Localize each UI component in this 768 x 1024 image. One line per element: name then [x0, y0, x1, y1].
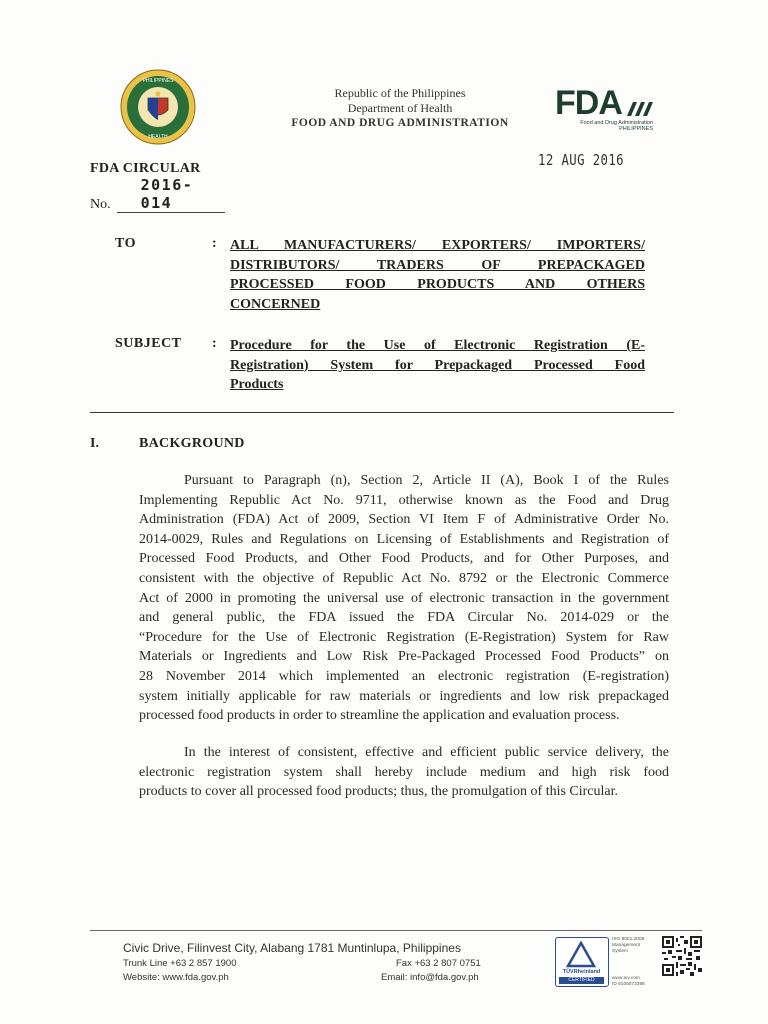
paragraph-line: Administration (FDA) Act of 2009, Section VI Item F of Administrative Order No.: [139, 512, 669, 528]
subject-line: Products: [230, 377, 284, 392]
tuv-label: TÜVRheinland: [562, 969, 601, 975]
footer-email: Email: info@fda.gov.ph: [381, 972, 479, 983]
paragraph-line: Materials or Ingredients and Low Risk Pre-Packaged Processed Food Products” on: [139, 649, 669, 665]
tuv-web-text: [612, 976, 645, 987]
tuv-certification-badge: [555, 937, 609, 987]
to-colon: :: [212, 236, 217, 251]
footer-address: Civic Drive, Filinvest City, Alabang 1781 Muntinlupa, Philippines: [123, 941, 461, 955]
paragraph-line: and general public, the FDA issued the FDA Circular No. 2014-029 or the: [139, 610, 669, 626]
circular-title: FDA CIRCULAR: [90, 161, 201, 176]
paragraph-line: 2014-0029, Rules and Regulations on Licensing of Establishments and Registration of: [139, 531, 669, 547]
paragraph-line: products to cover all processed food products; thus, the promulgation of this Circular.: [139, 784, 619, 800]
circular-number-row: [90, 176, 225, 213]
iso-certification-text: [612, 937, 644, 955]
section-title: BACKGROUND: [139, 436, 245, 451]
subject-line: Procedure for the Use of Electronic Registration (E-: [230, 338, 645, 353]
paragraph-line: system initially applicable for raw materials or ingredients and low risk prepackaged: [139, 688, 669, 704]
tuv-triangle-icon: [556, 940, 607, 970]
header-country: Republic of the Philippines: [334, 86, 466, 100]
letterhead: [230, 86, 570, 131]
circular-no-label: No.: [90, 197, 111, 212]
tuv-id: ID 9105073398: [612, 981, 645, 987]
to-line: PROCESSED FOOD PRODUCTS AND OTHERS: [230, 277, 645, 292]
iso-line: System: [612, 949, 628, 954]
paragraph-line: Implementing Republic Act No. 9711, otherwise known as the Food and Drug: [139, 492, 669, 508]
section-number: I.: [90, 436, 99, 451]
footer-fax: Fax +63 2 807 0751: [396, 958, 481, 969]
date-stamp: 12 AUG 2016: [538, 151, 624, 169]
svg-text:PHILIPPINES: PHILIPPINES: [142, 78, 174, 84]
paragraph-line: electronic registration system shall hereby include medium and high risk food: [139, 764, 669, 780]
doh-seal-icon: [114, 68, 202, 146]
paragraph-line: 28 November 2014 which implemented an electronic registration (E-registration): [139, 668, 669, 684]
iso-line: Management: [612, 943, 640, 948]
background-paragraph-1: [139, 471, 669, 726]
svg-text:HEALTH: HEALTH: [148, 134, 168, 140]
to-line: CONCERNED: [230, 296, 321, 312]
header-agency: FOOD AND DRUG ADMINISTRATION: [291, 117, 509, 129]
paragraph-line: Pursuant to Paragraph (n), Section 2, Article II (A), Book I of the Rules: [184, 473, 669, 488]
fda-logo-tagline: [555, 120, 653, 132]
paragraph-line: Act of 2000 in promoting the universal use of electronic transaction in the government: [139, 590, 669, 606]
tuv-certified: CERTIFIED: [559, 977, 604, 984]
background-paragraph-2: [139, 743, 669, 802]
paragraph-line: In the interest of consistent, effective and efficient public service delivery, the: [184, 745, 669, 760]
header-department: Department of Health: [347, 101, 453, 115]
subject-label: SUBJECT: [115, 336, 182, 351]
tuv-web: www.tuv.com: [612, 976, 640, 981]
to-line: DISTRIBUTORS/ TRADERS OF PREPACKAGED: [230, 257, 645, 273]
circular-number: 2016-014: [117, 176, 225, 213]
footer-divider: [90, 930, 702, 931]
paragraph-line: Processed Food Products, and Other Food Products, and for Other Purposes, and: [139, 551, 669, 567]
paragraph-line: processed food products in order to streamline the application and evaluation process.: [139, 708, 620, 724]
fda-logo-bars-icon: [625, 98, 655, 116]
footer-website: Website: www.fda.gov.ph: [123, 972, 229, 983]
to-label: TO: [115, 236, 136, 251]
footer-trunk-line: Trunk Line +63 2 857 1900: [123, 958, 237, 969]
to-addressees: [230, 236, 645, 314]
subject-colon: :: [212, 336, 217, 351]
subject-text: [230, 336, 645, 395]
fda-logo-tagline-1: Food and Drug Administration: [580, 120, 653, 126]
qr-code-icon: [662, 936, 702, 976]
iso-line: ISO 9001:2008: [612, 937, 645, 942]
fda-logo-tagline-2: PHILIPPINES: [619, 126, 653, 132]
subject-line: Registration) System for Prepackaged Processed Food: [230, 357, 645, 373]
header-divider: [90, 412, 674, 413]
to-line: ALL MANUFACTURERS/ EXPORTERS/ IMPORTERS/: [230, 238, 645, 253]
fda-logo-word: FDA: [555, 84, 622, 122]
paragraph-line: “Procedure for the Use of Electronic Registration (E-Registration) System for Raw: [139, 629, 669, 645]
paragraph-line: consistent with the objective of Republic Act No. 8792 or the Electronic Commerce: [139, 570, 669, 586]
fda-logo: [555, 86, 665, 134]
